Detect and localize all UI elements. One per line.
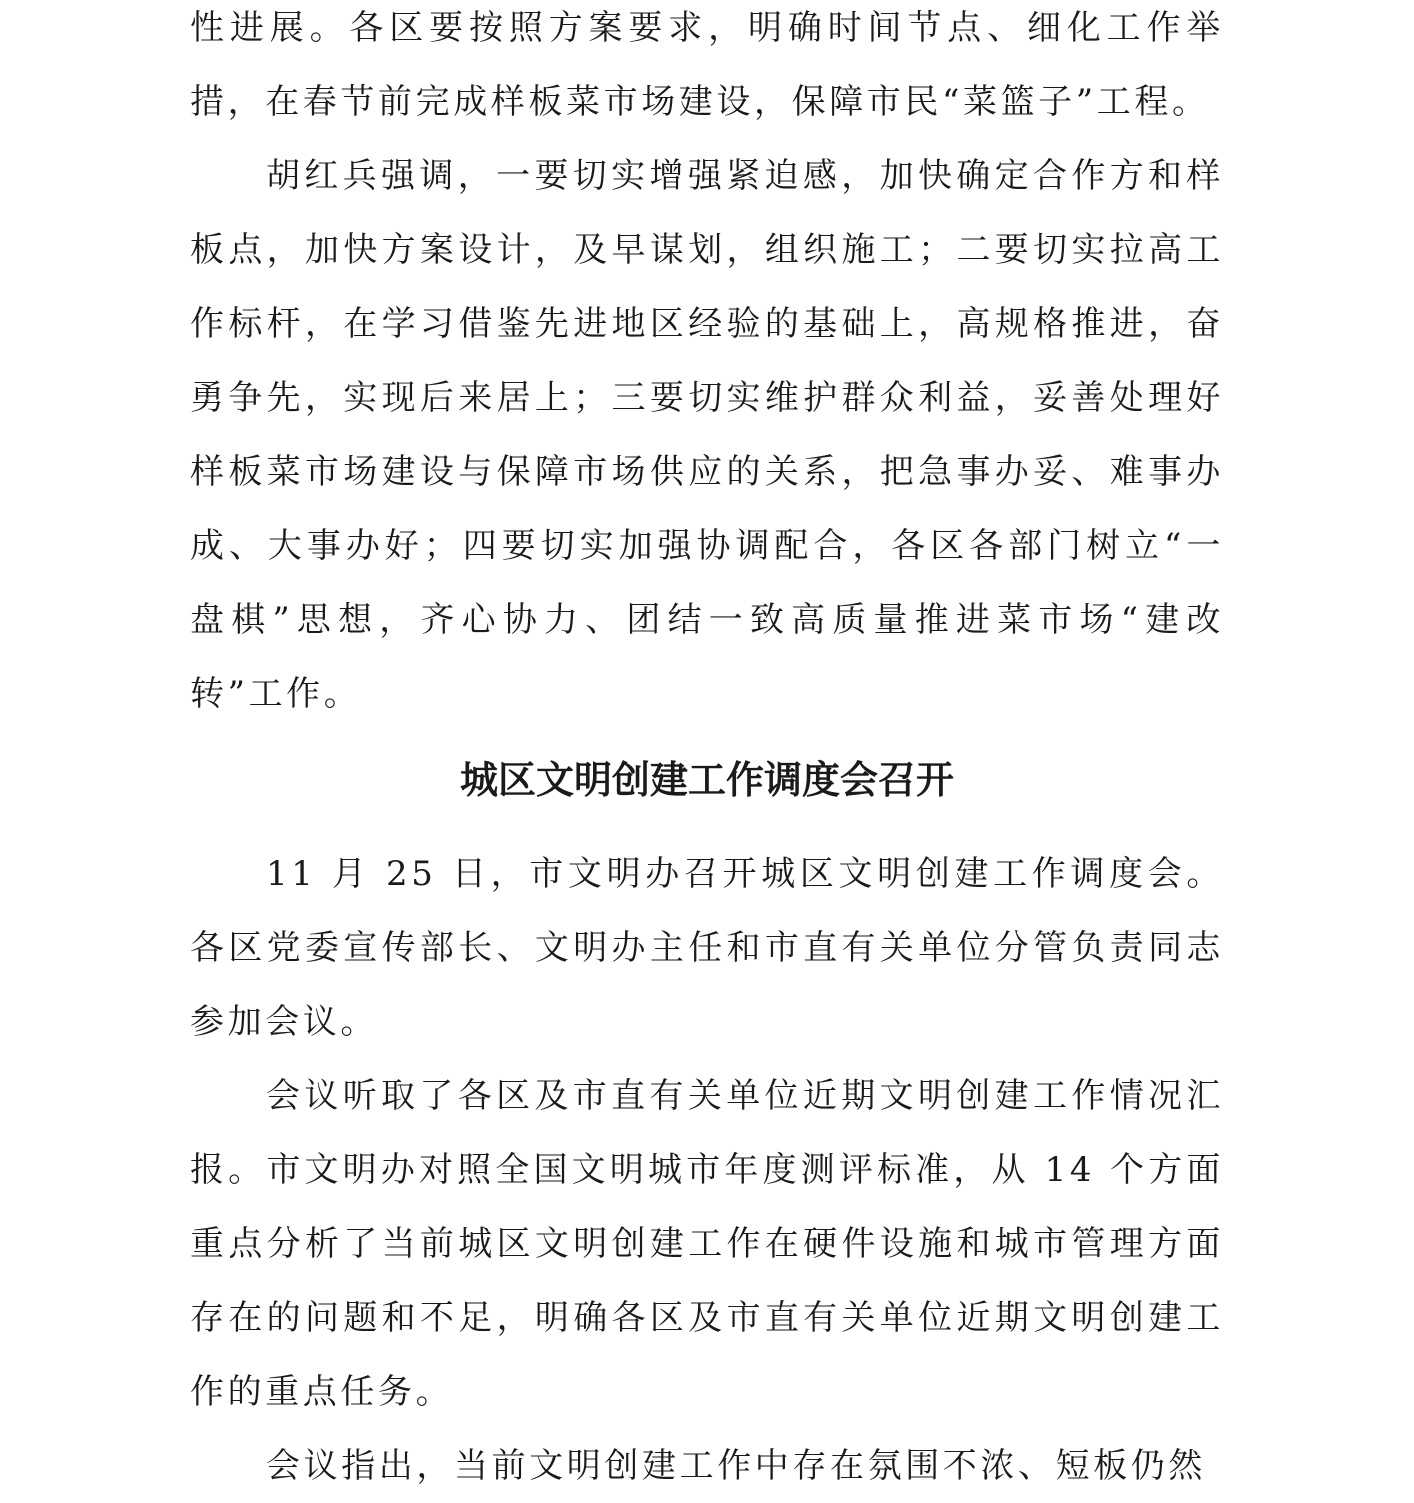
paragraph-meeting-notes: 会议指出，当前文明创建工作中存在氛围不浓、短板仍然 (266, 1446, 1206, 1486)
section-heading: 城区文明创建工作调度会召开 (459, 758, 954, 802)
paragraph-meeting-report: 会议听取了各区及市直有关单位近期文明创建工作情况汇报。市文明办对照全国文明城市年度测评标准，从 14 个方面重点分析了当前城区文明创建工作在硬件设施和城市管理方面存在的问题和不足，明确各区及市直有关单位近期文明创建工作的重点任务。 (190, 1076, 1224, 1412)
article-body-bottom (190, 837, 1224, 1503)
paragraph-meeting-date: 11 月 25 日，市文明办召开城区文明创建工作调度会。各区党委宣传部长、文明办主任和市直有关单位分管负责同志参加会议。 (190, 854, 1224, 1042)
paragraph-continuation: 性进展。各区要按照方案要求，明确时间节点、细化工作举措，在春节前完成样板菜市场建设，保障市民“菜篮子”工程。 (190, 8, 1224, 122)
paragraph-hu-hongbing-remarks: 胡红兵强调，一要切实增强紧迫感，加快确定合作方和样板点，加快方案设计，及早谋划，组织施工；二要切实拉高工作标杆，在学习借鉴先进地区经验的基础上，高规格推进，奋勇争先，实现后来居上；三要切实维护群众利益，妥善处理好样板菜市场建设与保障市场供应的关系，把急事办妥、难事办成、大事办好；四要切实加强协调配合，各区各部门树立“一盘棋”思想，齐心协力、团结一致高质量推进菜市场“建改转”工作。 (190, 156, 1224, 714)
article-body-top (190, 0, 1224, 731)
